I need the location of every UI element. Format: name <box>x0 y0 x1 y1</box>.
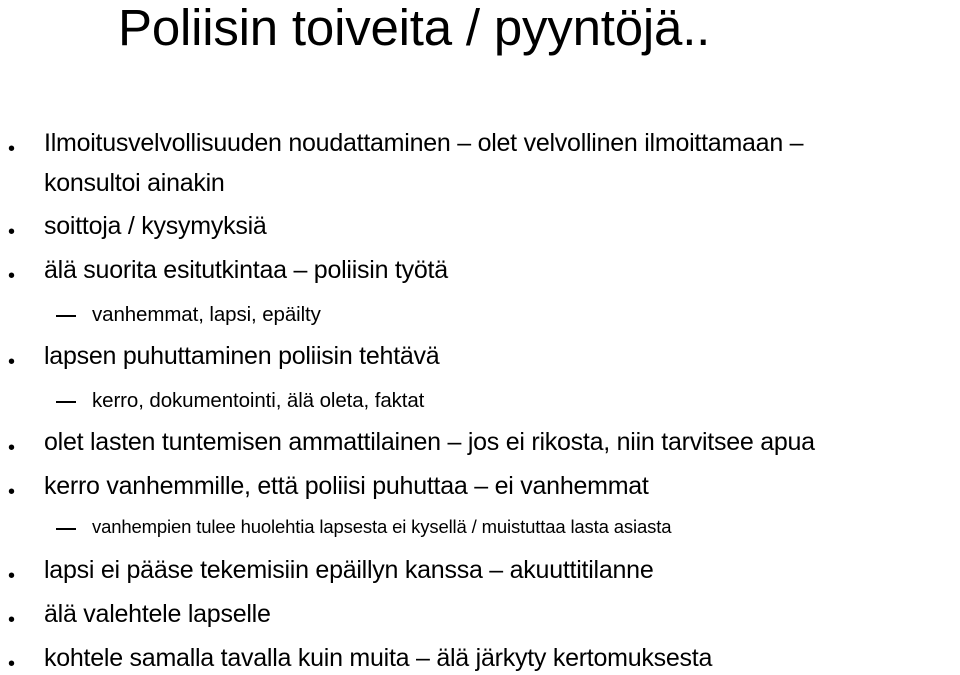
dash-icon <box>56 528 76 530</box>
dash-icon <box>56 401 76 403</box>
bullet-icon: • <box>8 653 16 675</box>
bullet-icon: • <box>8 265 16 287</box>
list-item-continuation: konsultoi ainakin <box>44 169 225 197</box>
sub-list-item: kerro, dokumentointi, älä oleta, faktat <box>92 389 425 412</box>
list-item: lapsen puhuttaminen poliisin tehtävä <box>44 342 440 370</box>
list-item: älä suorita esitutkintaa – poliisin työtä <box>44 256 448 284</box>
bullet-icon: • <box>8 609 16 631</box>
bullet-icon: • <box>8 437 16 459</box>
bullet-icon: • <box>8 565 16 587</box>
sub-list-item: vanhemmat, lapsi, epäilty <box>92 303 321 326</box>
bullet-icon: • <box>8 138 16 160</box>
bullet-icon: • <box>8 351 16 373</box>
bullet-icon: • <box>8 481 16 503</box>
slide-title: Poliisin toiveita / pyyntöjä.. <box>118 0 711 56</box>
list-item: soittoja / kysymyksiä <box>44 212 267 240</box>
list-item: kohtele samalla tavalla kuin muita – älä järkyty kertomuksesta <box>44 644 713 672</box>
bullet-icon: • <box>8 221 16 243</box>
list-item: älä valehtele lapselle <box>44 600 271 628</box>
list-item: kerro vanhemmille, että poliisi puhuttaa – ei vanhemmat <box>44 472 649 500</box>
list-item: lapsi ei pääse tekemisiin epäillyn kanssa – akuuttitilanne <box>44 556 654 584</box>
list-item: Ilmoitusvelvollisuuden noudattaminen – olet velvollinen ilmoittamaan – <box>44 129 804 157</box>
list-item: olet lasten tuntemisen ammattilainen – jos ei rikosta, niin tarvitsee apua <box>44 428 815 456</box>
dash-icon <box>56 315 76 317</box>
sub-list-item: vanhempien tulee huolehtia lapsesta ei kysellä / muistuttaa lasta asiasta <box>92 516 672 537</box>
